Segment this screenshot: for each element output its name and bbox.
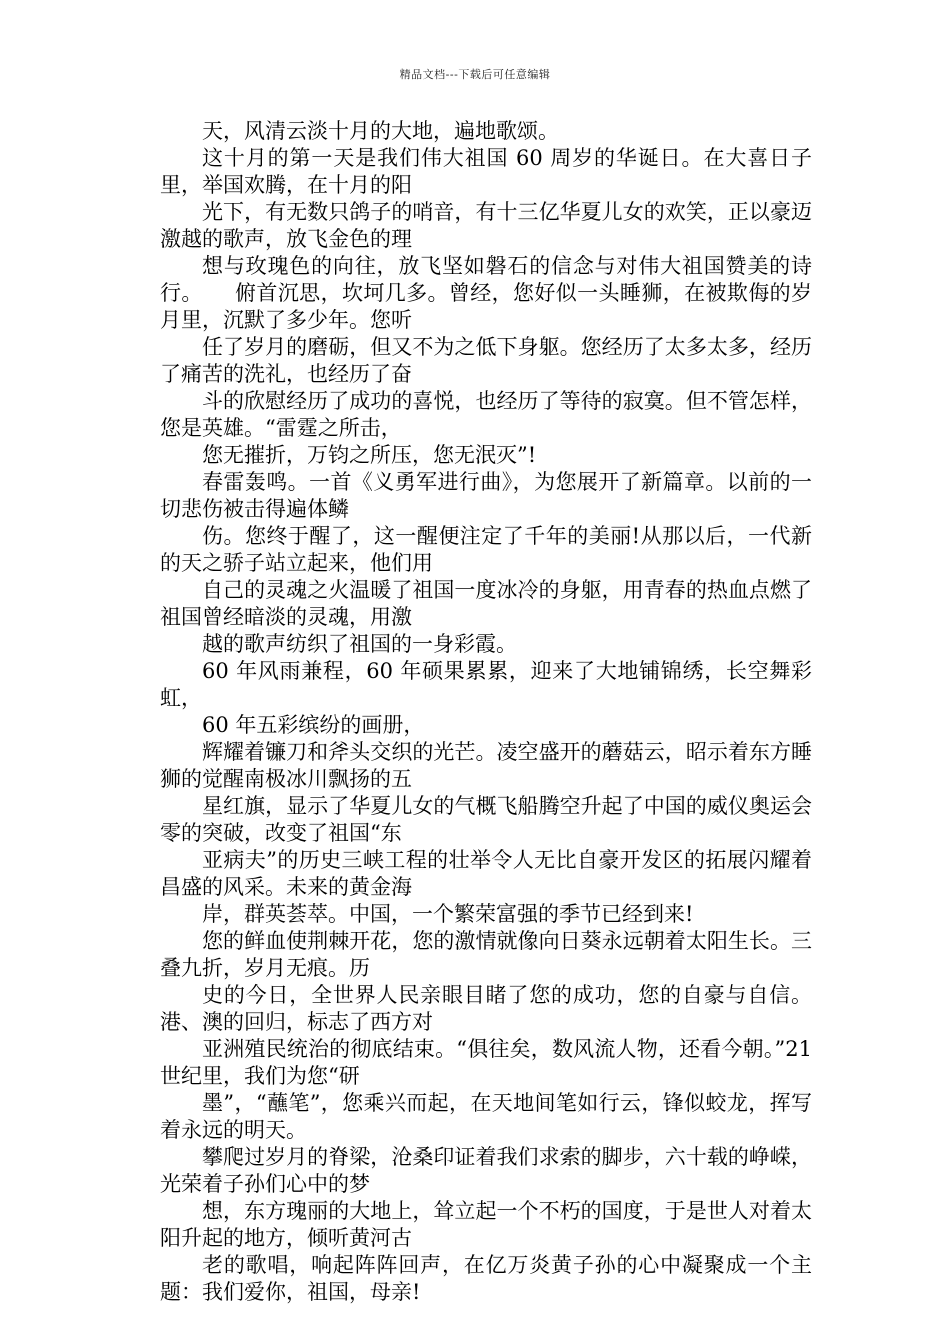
paragraph: 您的鲜血使荆棘开花，您的激情就像向日葵永远朝着太阳生长。三叠九折，岁月无痕。历	[160, 929, 812, 980]
paragraph: 自己的灵魂之火温暖了祖国一度冰冷的身躯，用青春的热血点燃了祖国曾经暗淡的灵魂，用激	[160, 578, 812, 629]
paragraph: 老的歌唱，响起阵阵回声，在亿万炎黄子孙的心中凝聚成一个主题：我们爱你，祖国，母亲!	[160, 1253, 812, 1304]
paragraph: 伤。您终于醒了，这一醒便注定了千年的美丽!从那以后，一代新的天之骄子站立起来，他们用	[160, 524, 812, 575]
paragraph: 这十月的第一天是我们伟大祖国 60 周岁的华诞日。在大喜日子里，举国欢腾，在十月的阳	[160, 146, 812, 197]
paragraph: 越的歌声纺织了祖国的一身彩霞。	[202, 632, 517, 656]
paragraph: 天，风清云淡十月的大地，遍地歌颂。	[202, 119, 559, 143]
paragraph: 春雷轰鸣。一首《义勇军进行曲》，为您展开了新篇章。以前的一切悲伤被击得遍体鳞	[160, 470, 812, 521]
paragraph: 亚洲殖民统治的彻底结束。“俱往矣，数风流人物，还看今朝。”21 世纪里，我们为您“研	[160, 1037, 812, 1088]
page-header: 精品文档---下载后可任意编辑	[399, 68, 551, 81]
paragraph: 光下，有无数只鸽子的哨音，有十三亿华夏儿女的欢笑，正以豪迈激越的歌声，放飞金色的理	[160, 200, 812, 251]
paragraph: 攀爬过岁月的脊梁，沧桑印证着我们求索的脚步，六十载的峥嵘，光荣着子孙们心中的梦	[160, 1145, 812, 1196]
paragraph: 亚病夫”的历史三峡工程的壮举令人无比自豪开发区的拓展闪耀着昌盛的风采。未来的黄金海	[160, 848, 812, 899]
paragraph: 想与玫瑰色的向往，放飞坚如磐石的信念与对伟大祖国赞美的诗行。 俯首沉思，坎坷几多。曾经，您好似一头睡狮，在被欺侮的岁月里，沉默了多少年。您听	[160, 254, 812, 332]
paragraph: 您无摧折，万钧之所压，您无泯灭”!	[202, 443, 537, 467]
paragraph: 任了岁月的磨砺，但又不为之低下身躯。您经历了太多太多，经历了痛苦的洗礼，也经历了奋	[160, 335, 812, 386]
paragraph: 史的今日，全世界人民亲眼目睹了您的成功，您的自豪与自信。港、澳的回归，标志了西方对	[160, 983, 812, 1034]
paragraph: 辉耀着镰刀和斧头交织的光芒。凌空盛开的蘑菇云，昭示着东方睡狮的觉醒南极冰川飘扬的五	[160, 740, 812, 791]
paragraph: 斗的欣慰经历了成功的喜悦，也经历了等待的寂寞。但不管怎样，您是英雄。“雷霆之所击，	[160, 389, 812, 440]
paragraph: 墨”，“蘸笔”，您乘兴而起，在天地间笔如行云，锋似蛟龙，挥写着永远的明天。	[160, 1091, 812, 1142]
paragraph: 60 年五彩缤纷的画册，	[202, 713, 425, 737]
paragraph: 岸，群英荟萃。中国，一个繁荣富强的季节已经到来!	[202, 902, 694, 926]
paragraph: 60 年风雨兼程，60 年硕果累累，迎来了大地铺锦绣，长空舞彩虹，	[160, 659, 812, 710]
paragraph: 想，东方瑰丽的大地上，耸立起一个不朽的国度，于是世人对着太阳升起的地方，倾听黄河古	[160, 1199, 812, 1250]
paragraph: 星红旗，显示了华夏儿女的气概飞船腾空升起了中国的威仪奥运会零的突破，改变了祖国“东	[160, 794, 812, 845]
document-body	[160, 118, 812, 1306]
